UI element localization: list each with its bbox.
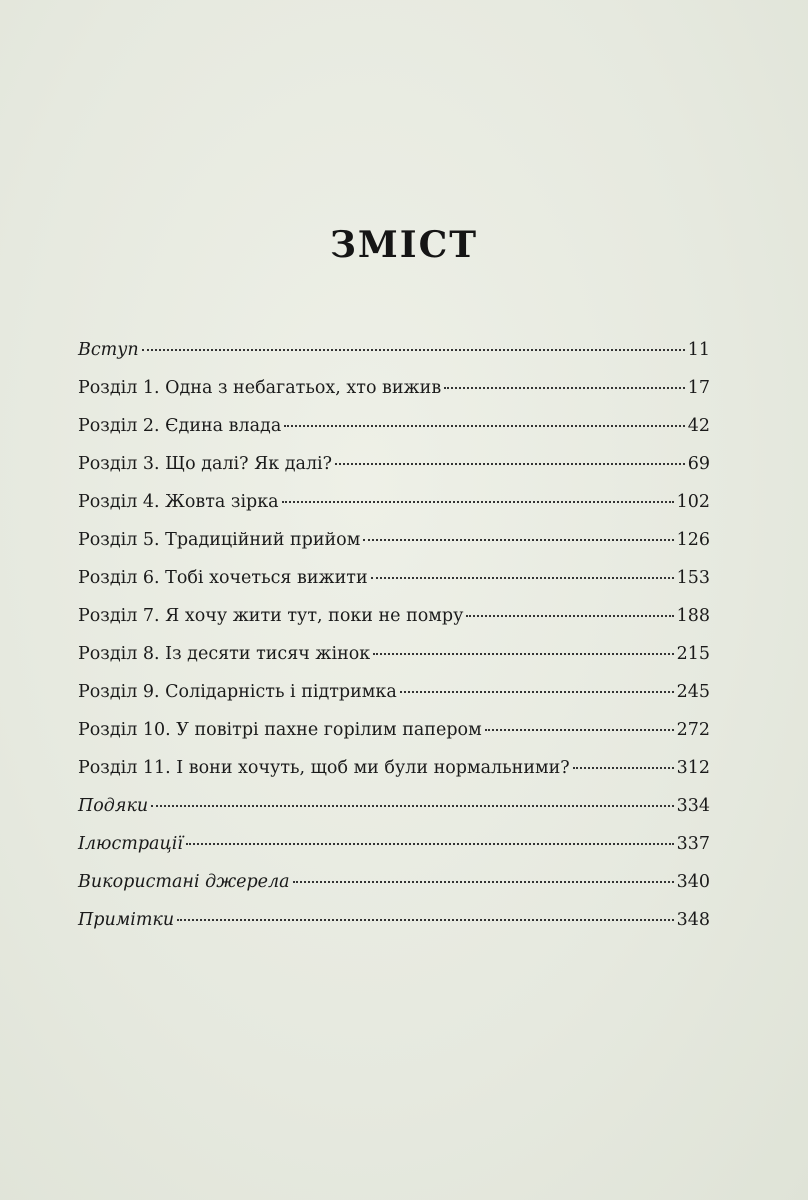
dot-leader [142, 349, 685, 351]
table-of-contents [78, 340, 710, 948]
dot-leader [151, 805, 673, 807]
toc-entry [78, 834, 710, 872]
toc-entry-title: Розділ 3. Що далі? Як далі? [78, 454, 333, 474]
toc-entry [78, 872, 710, 910]
toc-entry-page: 312 [676, 758, 710, 778]
toc-entry-page: 11 [687, 340, 710, 360]
toc-entry-title: Примітки [78, 910, 175, 930]
toc-entry-page: 245 [676, 682, 710, 702]
toc-entry-title: Розділ 2. Єдина влада [78, 416, 282, 436]
toc-entry [78, 416, 710, 454]
toc-entry-page: 69 [687, 454, 710, 474]
dot-leader [284, 425, 684, 427]
toc-entry-title: Ілюстрації [78, 834, 183, 854]
toc-entry [78, 720, 710, 758]
toc-entry [78, 644, 710, 682]
toc-entry-title: Подяки [78, 796, 149, 816]
toc-entry-page: 17 [687, 378, 710, 398]
toc-entry [78, 682, 710, 720]
dot-leader [177, 919, 673, 921]
toc-entry-page: 337 [676, 834, 710, 854]
toc-entry-page: 126 [676, 530, 710, 550]
toc-entry-page: 334 [676, 796, 710, 816]
toc-entry [78, 340, 710, 378]
toc-entry-page: 348 [676, 910, 710, 930]
dot-leader [573, 767, 674, 769]
dot-leader [282, 501, 674, 503]
toc-entry-title: Розділ 5. Традиційний прийом [78, 530, 361, 550]
toc-entry-title: Розділ 1. Одна з небагатьох, хто вижив [78, 378, 442, 398]
dot-leader [466, 615, 673, 617]
dot-leader [363, 539, 673, 541]
toc-entry-page: 272 [676, 720, 710, 740]
toc-entry-page: 153 [676, 568, 710, 588]
dot-leader [400, 691, 674, 693]
toc-entry [78, 492, 710, 530]
toc-entry-title: Вступ [78, 340, 139, 360]
toc-entry [78, 606, 710, 644]
toc-entry-title: Розділ 9. Солідарність і підтримка [78, 682, 397, 702]
dot-leader [444, 387, 685, 389]
toc-entry-title: Розділ 7. Я хочу жити тут, поки не помру [78, 606, 464, 626]
dot-leader [485, 729, 674, 731]
page-title: ЗМІСТ [329, 224, 479, 267]
toc-entry-title: Розділ 11. І вони хочуть, щоб ми були нормальними? [78, 758, 570, 778]
toc-entry-page: 188 [676, 606, 710, 626]
toc-entry-page: 340 [676, 872, 710, 892]
dot-leader [293, 881, 674, 883]
dot-leader [186, 843, 674, 845]
toc-entry [78, 910, 710, 948]
toc-entry-title: Розділ 6. Тобі хочеться вижити [78, 568, 368, 588]
toc-entry-title: Розділ 8. Із десяти тисяч жінок [78, 644, 371, 664]
dot-leader [335, 463, 685, 465]
dot-leader [371, 577, 674, 579]
toc-entry [78, 796, 710, 834]
toc-entry-page: 102 [676, 492, 710, 512]
toc-entry [78, 758, 710, 796]
dot-leader [373, 653, 673, 655]
toc-entry-title: Розділ 10. У повітрі пахне горілим папером [78, 720, 482, 740]
toc-entry [78, 568, 710, 606]
toc-entry [78, 454, 710, 492]
toc-entry-title: Розділ 4. Жовта зірка [78, 492, 279, 512]
toc-entry-page: 215 [676, 644, 710, 664]
toc-entry [78, 530, 710, 568]
toc-entry-title: Використані джерела [78, 872, 290, 892]
toc-entry [78, 378, 710, 416]
toc-entry-page: 42 [687, 416, 710, 436]
